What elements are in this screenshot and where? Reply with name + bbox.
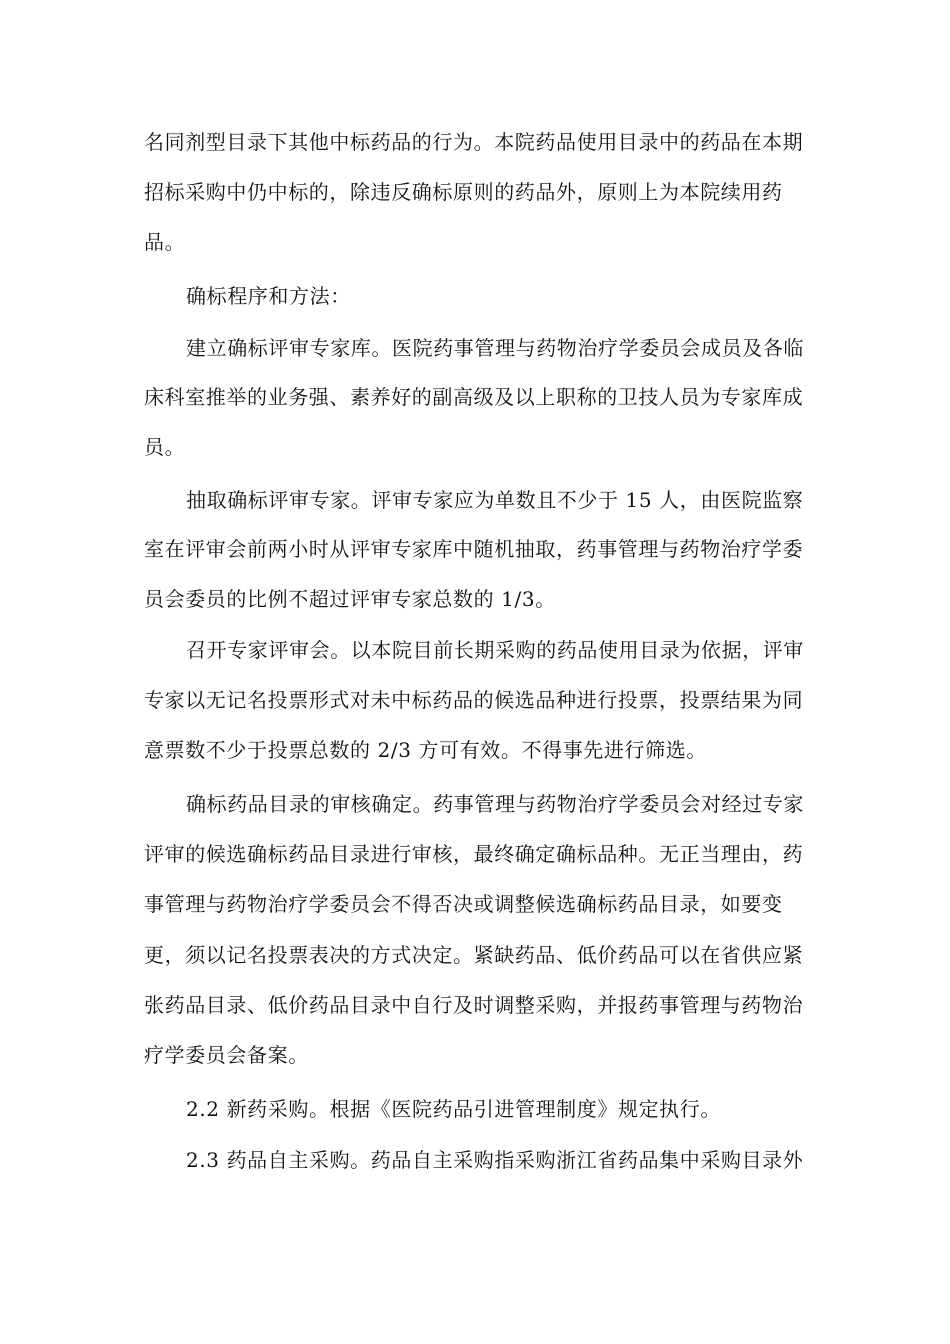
- text-line: 员会委员的比例不超过评审专家总数的 1/3。: [144, 587, 556, 611]
- text-line: 床科室推举的业务强、素养好的副高级及以上职称的卫技人员为专家库成: [144, 385, 804, 409]
- text-line: 员。: [144, 435, 186, 459]
- text-line: 室在评审会前两小时从评审专家库中随机抽取，药事管理与药物治疗学委: [144, 537, 804, 561]
- text-line: 名同剂型目录下其他中标药品的行为。本院药品使用目录中的药品在本期: [144, 130, 804, 154]
- text-line: 2.2 新药采购。根据《医院药品引进管理制度》规定执行。: [186, 1097, 721, 1121]
- text-line: 品。: [144, 230, 186, 254]
- text-line: 事管理与药物治疗学委员会不得否决或调整候选确标药品目录，如要变: [144, 892, 783, 916]
- text-line: 张药品目录、低价药品目录中自行及时调整采购，并报药事管理与药物治: [144, 993, 804, 1017]
- text-line: 评审的候选确标药品目录进行审核，最终确定确标品种。无正当理由，药: [144, 842, 804, 866]
- text-line: 建立确标评审专家库。医院药事管理与药物治疗学委员会成员及各临: [186, 336, 804, 360]
- text-line: 意票数不少于投票总数的 2/3 方可有效。不得事先进行筛选。: [144, 738, 707, 762]
- section-heading: 确标程序和方法：: [186, 284, 351, 308]
- text-line: 抽取确标评审专家。评审专家应为单数且不少于 15 人，由医院监察: [186, 488, 804, 512]
- text-line: 专家以无记名投票形式对未中标药品的候选品种进行投票，投票结果为同: [144, 688, 804, 712]
- text-line: 招标采购中仍中标的，除违反确标原则的药品外，原则上为本院续用药: [144, 180, 783, 204]
- text-line: 疗学委员会备案。: [144, 1043, 309, 1067]
- text-line: 2.3 药品自主采购。药品自主采购指采购浙江省药品集中采购目录外: [186, 1148, 804, 1172]
- text-line: 更，须以记名投票表决的方式决定。紧缺药品、低价药品可以在省供应紧: [144, 943, 804, 967]
- text-line: 确标药品目录的审核确定。药事管理与药物治疗学委员会对经过专家: [186, 792, 804, 816]
- text-line: 召开专家评审会。以本院目前长期采购的药品使用目录为依据，评审: [186, 638, 804, 662]
